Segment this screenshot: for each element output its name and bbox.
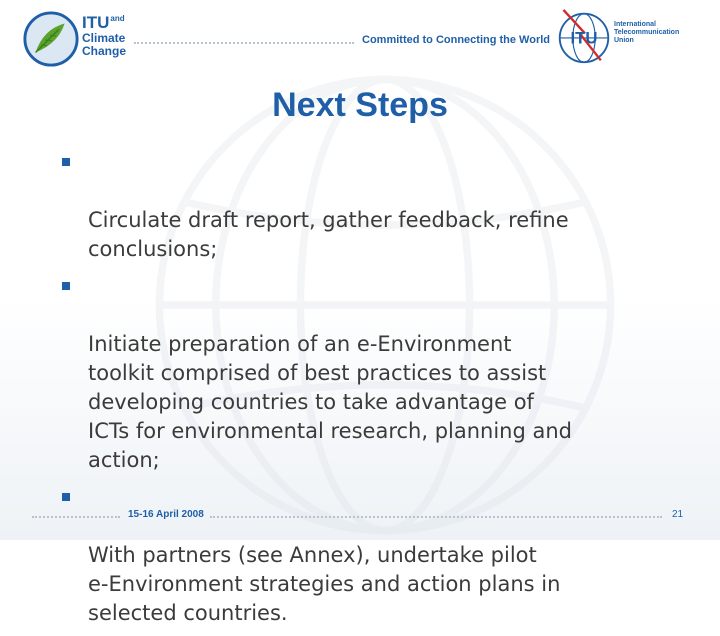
footer-date: 15-16 April 2008 — [128, 509, 204, 520]
slide-title: Next Steps — [272, 86, 448, 124]
logo-climate-text: Climate — [82, 31, 126, 45]
svg-text:ITU: ITU — [570, 28, 598, 48]
itu-emblem-logo — [556, 6, 612, 68]
bullet-list — [60, 148, 700, 636]
logo-wordmark — [82, 14, 126, 57]
square-bullet-icon — [62, 282, 70, 290]
logo-itu-text: $ITU^{and}$ — [82, 13, 125, 32]
bullet-text: With partners (see Annex), undertake pilot e-Environment strategies and action plans in selected countries. — [88, 543, 561, 625]
tagline: Committed to Connecting the World — [362, 34, 551, 46]
slide-header — [0, 0, 720, 78]
itu-org-name: International Telecommunication Union — [614, 21, 680, 44]
square-bullet-icon — [62, 493, 70, 501]
footer-dotted-divider-left — [32, 516, 120, 518]
itu-climate-change-logo — [22, 10, 80, 68]
logo-change-text: Change — [82, 44, 127, 58]
bullet-item — [60, 483, 700, 628]
page-number: 21 — [672, 509, 684, 520]
bullet-item — [60, 272, 700, 475]
bullet-text: Initiate preparation of an e-Environment toolkit comprised of best practices to assist developing countries to take advantage of ICTs for environmental research, planning and action; — [88, 332, 573, 472]
header-dotted-divider — [134, 42, 354, 44]
bullet-text: Circulate draft report, gather feedback, refine conclusions; — [88, 208, 569, 261]
square-bullet-icon — [62, 158, 70, 166]
footer-dotted-divider-right — [210, 516, 662, 518]
bullet-item — [60, 148, 700, 264]
